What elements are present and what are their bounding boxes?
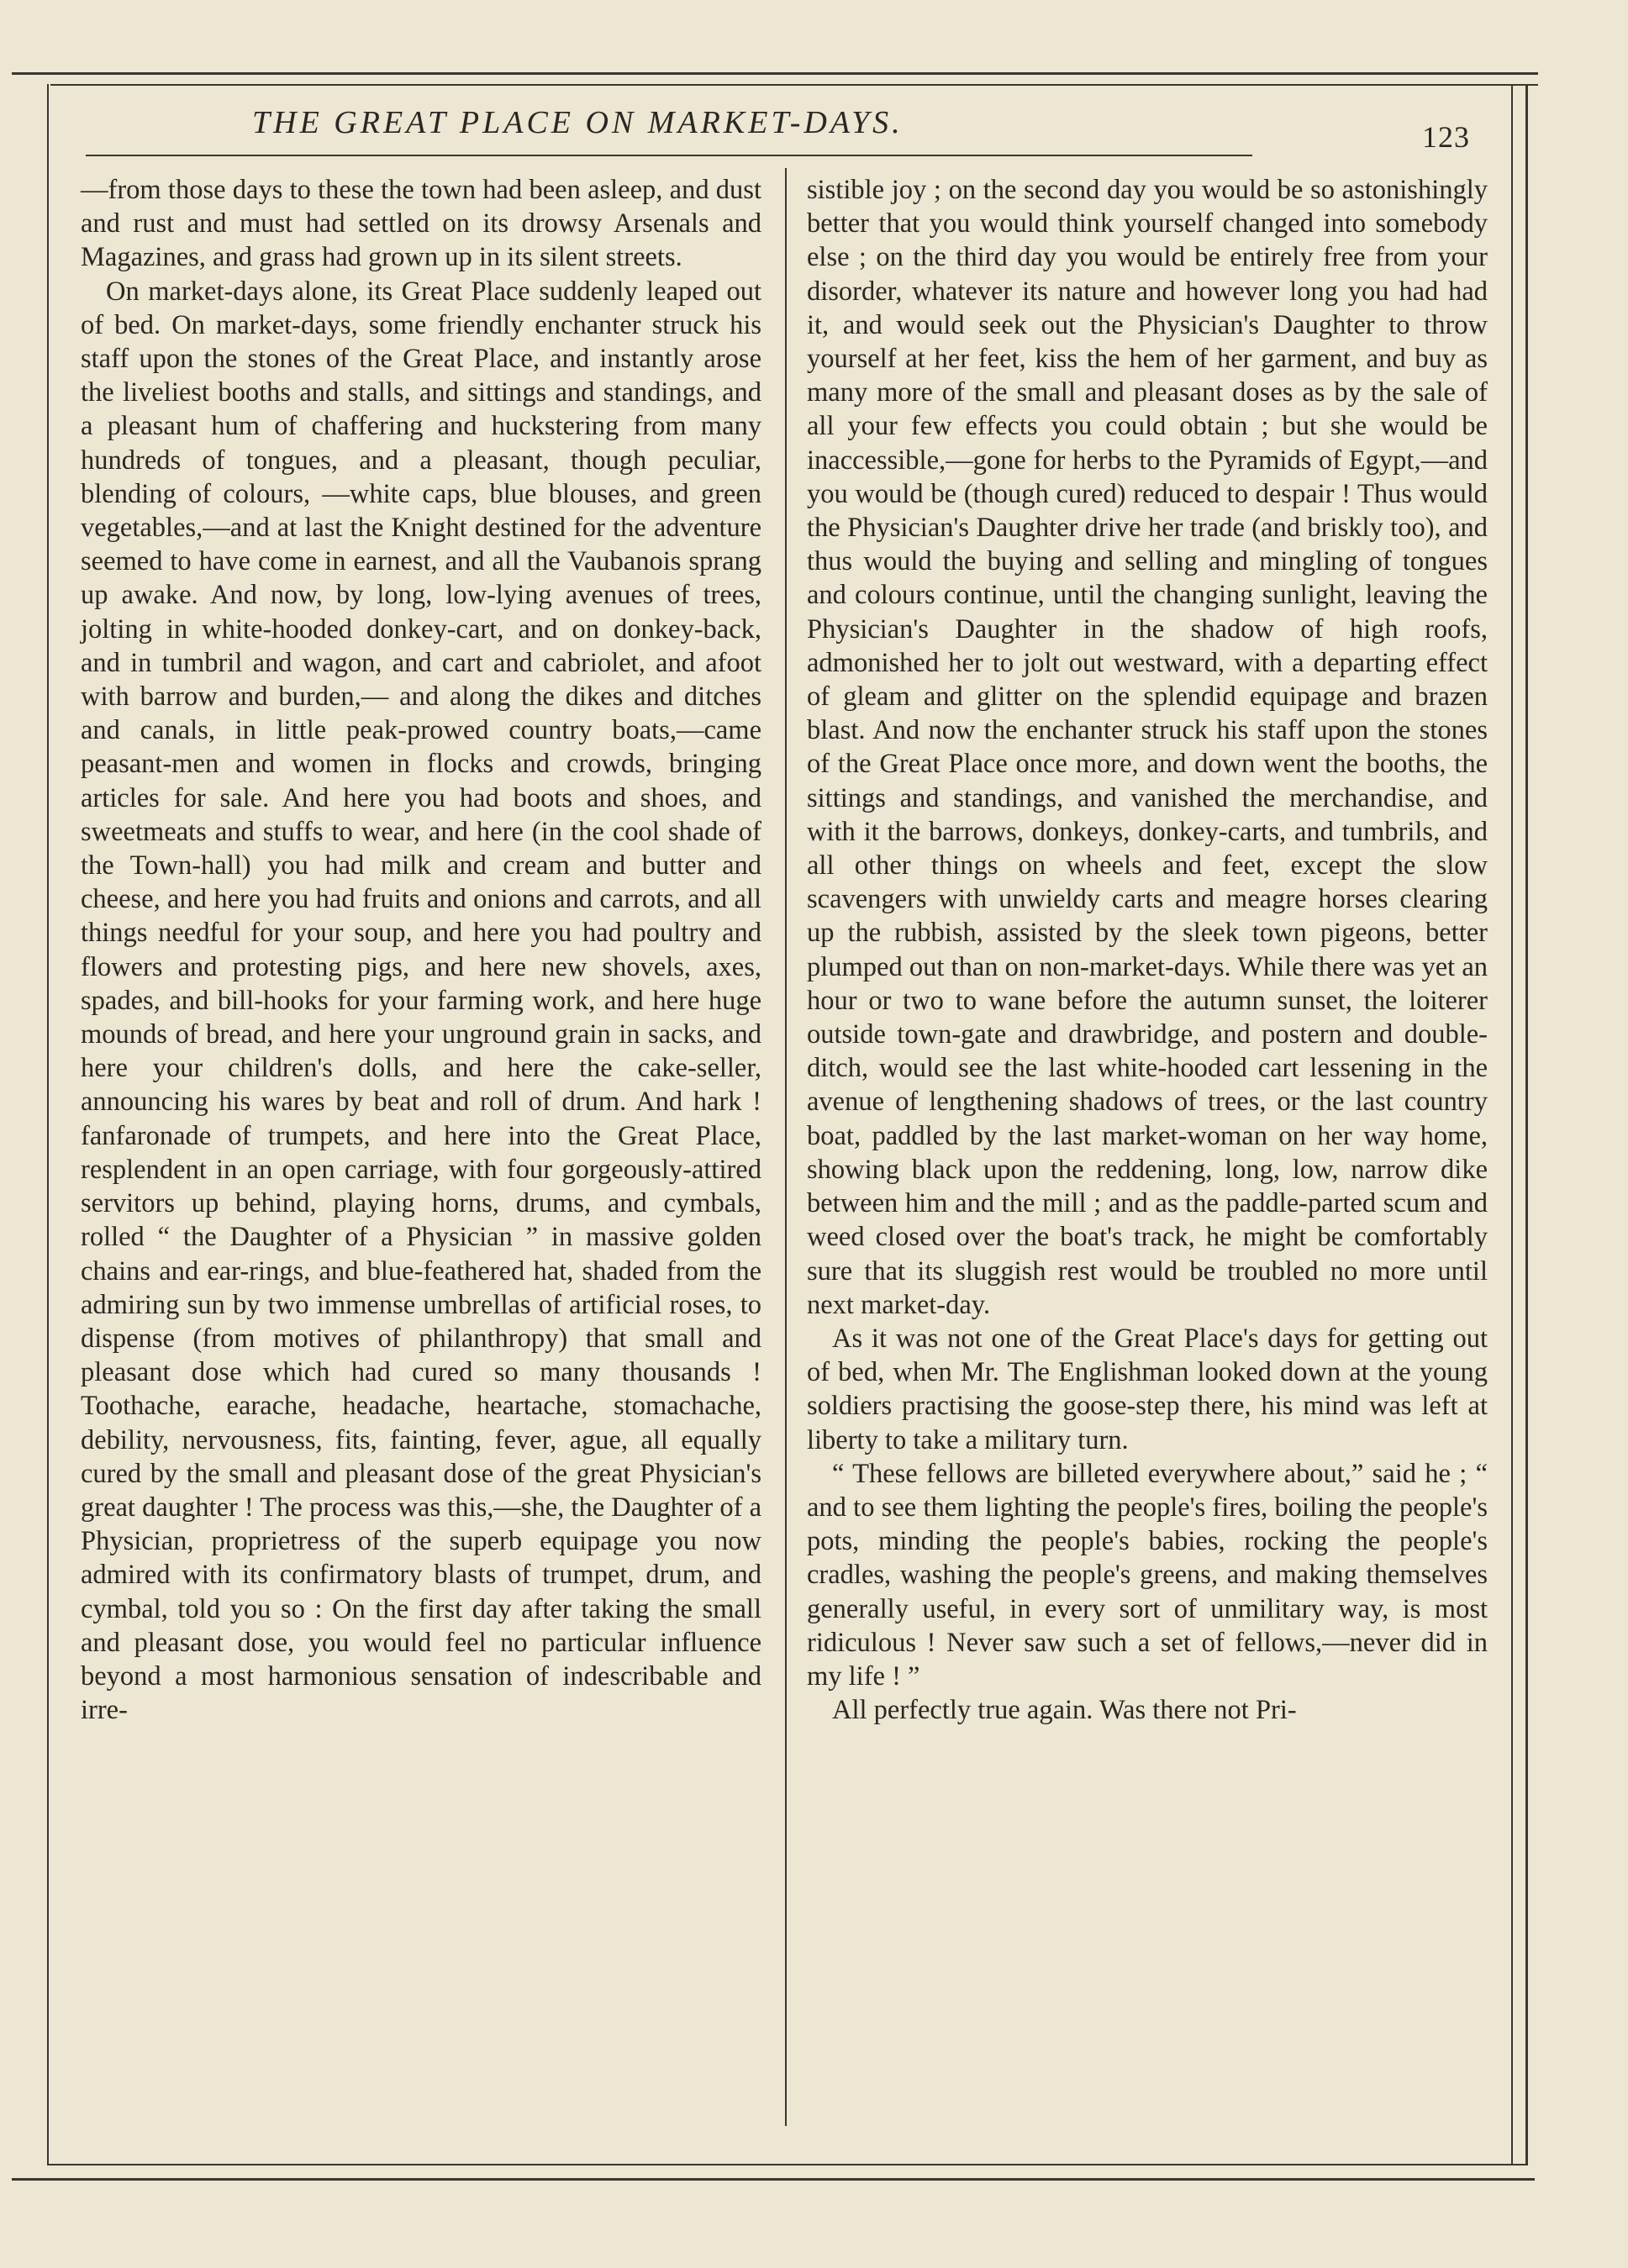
paragraph: “ These fellows are billeted everywhere about,” said he ; “ and to see them lighting the people's fires, boiling the people's pots, minding the people's babies, rocking the people's cradles, washing the people's greens, and making themselves generally useful, in every sort of unmilitary way, is most ridiculous ! Never saw such a set of fellows,—never did in my life ! ” (807, 1458, 1488, 1692)
left-column (81, 173, 761, 1727)
paragraph: As it was not one of the Great Place's days for getting out of bed, when Mr. The Englishman looked down at the young soldiers practising the goose-step there, his mind was left at liberty to take a military turn. (807, 1323, 1488, 1455)
page-number: 123 (1422, 120, 1470, 154)
left-border (47, 84, 49, 2164)
bottom-border-inner (47, 2164, 1528, 2165)
paragraph: On market-days alone, its Great Place suddenly leaped out of bed. On market-days, some friendly enchanter struck his staff upon the stones of the Great Place, and instantly arose the liveliest booths and stalls, and sittings and standings, and a pleasant hum of chaffering and huckstering from many hundreds of tongues, and a pleasant, though peculiar, blending of colours, —white caps, blue blouses, and green vegetables,—and at last the Knight destined for the adventure seemed to have come in earnest, and all the Vaubanois sprang up awake. And now, by long, low-lying avenues of trees, jolting in white-hooded donkey-cart, and on donkey-back, and in tumbril and wagon, and cart and cabriolet, and afoot with barrow and burden,— and along the dikes and ditches and canals, in little peak-prowed country boats,—came peasant-men and women in flocks and crowds, bringing articles for sale. And here you had boots and shoes, and sweetmeats and stuffs to wear, and here (in the cool shade of the Town-hall) you had milk and cream and butter and cheese, and here you had fruits and onions and carrots, and all things needful for your soup, and here you had poultry and flowers and protesting pigs, and here new shovels, axes, spades, and bill-hooks for your farming work, and here huge mounds of bread, and here your unground grain in sacks, and here your children's dolls, and here the cake-seller, announcing his wares by beat and roll of drum. And hark ! fanfaronade of trumpets, and here into the Great Place, resplendent in an open carriage, with four gorgeously-attired servitors up behind, playing horns, drums, and cymbals, rolled “ the Daughter of a Physician ” in massive golden chains and ear-rings, and blue-feathered hat, shaded from the admiring sun by two immense umbrellas of artificial roses, to dispense (from motives of philanthropy) that small and pleasant dose which had cured so many thousands ! Toothache, earache, headache, heartache, stomachache, debility, nervousness, fits, fainting, fever, ague, all equally cured by the small and pleasant dose of the great Physician's great daughter ! The process was this,—she, the Daughter of a Physician, proprietress of the superb equipage you now admired with its confirmatory blasts of trumpet, drum, and cymbal, told you so : On the first day after taking the small and pleasant dose, you would feel no particular influence beyond a most harmonious sensation of indescribable and irre- (81, 276, 761, 1726)
column-divider (785, 168, 787, 2126)
bottom-border-outer (12, 2178, 1535, 2181)
right-border-outer (1525, 84, 1528, 2164)
right-column (807, 173, 1488, 1727)
paragraph: —from those days to these the town had been asleep, and dust and rust and must had settled on its drowsy Arsenals and Magazines, and grass had grown up in its silent streets. (81, 175, 761, 273)
paragraph: All perfectly true again. Was there not Pri- (832, 1695, 1297, 1726)
top-border-inner (50, 84, 1538, 86)
top-border-outer (12, 72, 1538, 75)
header-rule (86, 155, 1252, 156)
right-border-inner (1511, 84, 1513, 2164)
paragraph: sistible joy ; on the second day you would be so astonishingly better that you would think yourself changed into somebody else ; on the third day you would be entirely free from your disorder, whatever its nature and however long you had had it, and would seek out the Physician's Daughter to throw yourself at her feet, kiss the hem of her garment, and buy as many more of the small and pleasant doses as by the sale of all your few effects you could obtain ; but she would be inaccessible,—gone for herbs to the Pyramids of Egypt,—and you would be (though cured) reduced to despair ! Thus would the Physician's Daughter drive her trade (and briskly too), and thus would the buying and selling and mingling of tongues and colours continue, until the changing sunlight, leaving the Physician's Daughter in the shadow of high roofs, admonished her to jolt out westward, with a departing effect of gleam and glitter on the splendid equipage and brazen blast. And now the enchanter struck his staff upon the stones of the Great Place once more, and down went the booths, the sittings and standings, and vanished the merchandise, and with it the barrows, donkeys, donkey-carts, and tumbrils, and all other things on wheels and feet, except the slow scavengers with unwieldy carts and meagre horses clearing up the rubbish, assisted by the sleek town pigeons, better plumped out than on non-market-days. While there was yet an hour or two to wane before the autumn sunset, the loiterer outside town-gate and drawbridge, and postern and double-ditch, would see the last white-hooded cart lessening in the avenue of lengthening shadows of trees, or the last country boat, paddled by the last market-woman on her way home, showing black upon the reddening, long, low, narrow dike between him and the mill ; and as the paddle-parted scum and weed closed over the boat's track, he might be comfortably sure that its sluggish rest would be troubled no more until next market-day. (807, 175, 1488, 1320)
running-title: THE GREAT PLACE ON MARKET-DAYS. (252, 105, 904, 140)
